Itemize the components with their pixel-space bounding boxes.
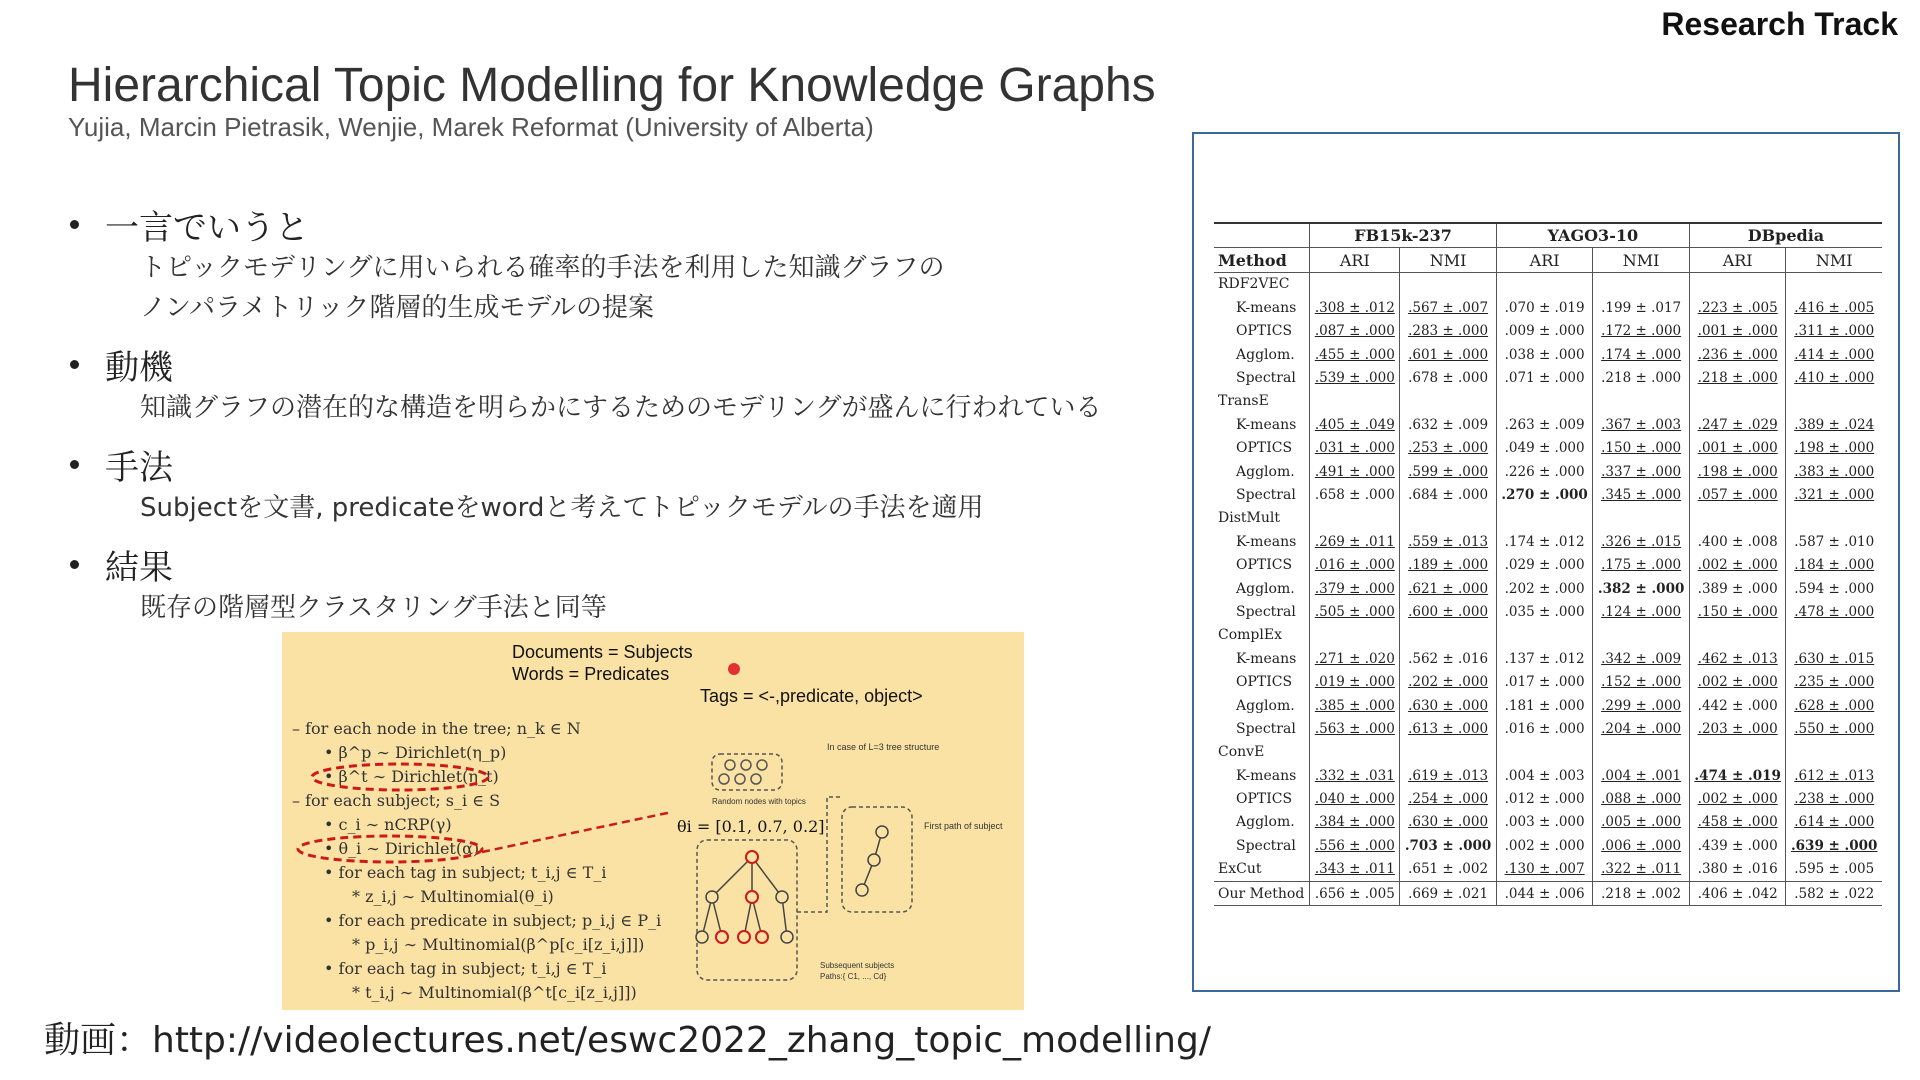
score-cell: .442 ± .000	[1689, 694, 1786, 717]
bullet-heading: 一言でいうと	[105, 207, 309, 248]
bullet-results	[68, 540, 1188, 628]
score-cell: .343 ± .011	[1310, 858, 1400, 882]
score-cell: .247 ± .029	[1689, 413, 1786, 436]
score-cell: .002 ± .000	[1689, 670, 1786, 693]
score-cell: .218 ± .000	[1593, 366, 1690, 389]
score-cell: .345 ± .000	[1593, 483, 1690, 506]
bullet-text: 知識グラフの潜在的な構造を明らかにするためのモデリングが盛んに行われている	[140, 393, 1102, 423]
score-cell: .071 ± .000	[1496, 366, 1593, 389]
score-cell: .238 ± .000	[1786, 787, 1882, 810]
section-row	[1214, 507, 1882, 530]
score-cell: .567 ± .007	[1400, 296, 1497, 319]
algo-line: • c_i ∼ nCRP(γ)	[324, 815, 452, 834]
table-row	[1214, 647, 1882, 670]
method-cell: Agglom.	[1236, 580, 1295, 597]
score-cell: .002 ± .000	[1496, 834, 1593, 857]
section-label: TransE	[1218, 393, 1269, 410]
table-row	[1214, 600, 1882, 623]
score-cell: .491 ± .000	[1310, 460, 1400, 483]
section-row	[1214, 390, 1882, 413]
method-cell: OPTICS	[1236, 323, 1293, 340]
bullet-summary	[68, 200, 1188, 328]
score-cell: .283 ± .000	[1400, 320, 1497, 343]
score-cell: .087 ± .000	[1310, 320, 1400, 343]
score-cell: .002 ± .000	[1689, 553, 1786, 576]
method-cell: K-means	[1236, 299, 1297, 316]
table-row	[1214, 670, 1882, 693]
method-cell: OPTICS	[1236, 440, 1293, 457]
score-cell: .612 ± .013	[1786, 764, 1882, 787]
score-cell: .599 ± .000	[1400, 460, 1497, 483]
empty-cell	[1310, 741, 1400, 764]
score-cell: .006 ± .000	[1593, 834, 1690, 857]
method-cell: Spectral	[1236, 370, 1296, 387]
figure-theta: θi = [0.1, 0.7, 0.2]	[677, 817, 825, 836]
figure-doc-line: Documents = Subjects	[512, 642, 693, 662]
score-cell: .630 ± .015	[1786, 647, 1882, 670]
score-cell: .478 ± .000	[1786, 600, 1882, 623]
score-cell: .204 ± .000	[1593, 717, 1690, 740]
algo-line: • θ_i ∼ Dirichlet(α)	[324, 839, 480, 858]
empty-cell	[1689, 624, 1786, 647]
score-cell: .236 ± .000	[1689, 343, 1786, 366]
algo-line: • for each predicate in subject; p_i,j ∈ P_i	[324, 911, 662, 930]
algo-line: – for each node in the tree; n_k ∈ N	[292, 719, 581, 738]
path-node	[868, 854, 880, 866]
section-row	[1214, 272, 1882, 296]
method-cell: Agglom.	[1236, 463, 1295, 480]
score-cell: .462 ± .013	[1689, 647, 1786, 670]
empty-cell	[1310, 624, 1400, 647]
score-cell: .656 ± .005	[1310, 881, 1400, 905]
score-cell: .380 ± .016	[1689, 858, 1786, 882]
score-cell: .189 ± .000	[1400, 553, 1497, 576]
score-cell: .001 ± .000	[1689, 437, 1786, 460]
bullet-text: ノンパラメトリック階層的生成モデルの提案	[140, 293, 655, 323]
empty-cell	[1689, 390, 1786, 413]
score-cell: .474 ± .019	[1689, 764, 1786, 787]
score-cell: .198 ± .000	[1689, 460, 1786, 483]
empty-cell	[1786, 272, 1882, 296]
method-cell: Spectral	[1236, 720, 1296, 737]
score-cell: .040 ± .000	[1310, 787, 1400, 810]
score-cell: .254 ± .000	[1400, 787, 1497, 810]
empty-cell	[1496, 624, 1593, 647]
score-cell: .630 ± .000	[1400, 811, 1497, 834]
empty-cell	[1496, 390, 1593, 413]
connector-line	[797, 797, 842, 912]
score-cell: .600 ± .000	[1400, 600, 1497, 623]
table-row	[1214, 694, 1882, 717]
score-cell: .550 ± .000	[1786, 717, 1882, 740]
score-cell: .203 ± .000	[1689, 717, 1786, 740]
table-row	[1214, 881, 1882, 905]
score-cell: .414 ± .000	[1786, 343, 1882, 366]
score-cell: .174 ± .000	[1593, 343, 1690, 366]
score-cell: .613 ± .000	[1400, 717, 1497, 740]
score-cell: .630 ± .000	[1400, 694, 1497, 717]
score-cell: .383 ± .000	[1786, 460, 1882, 483]
section-label: DistMult	[1218, 510, 1280, 527]
section-label: ComplEx	[1218, 627, 1282, 644]
score-cell: .619 ± .013	[1400, 764, 1497, 787]
score-cell: .130 ± .007	[1496, 858, 1593, 882]
tree-node	[706, 891, 718, 903]
arrow-line	[482, 812, 672, 852]
bullet-method	[68, 440, 1188, 528]
score-cell: .384 ± .000	[1310, 811, 1400, 834]
score-cell: .218 ± .000	[1689, 366, 1786, 389]
table-row	[1214, 296, 1882, 319]
empty-cell	[1400, 272, 1497, 296]
score-cell: .181 ± .000	[1496, 694, 1593, 717]
algo-line: * p_i,j ∼ Multinomial(β^p[c_i[z_i,j]])	[352, 935, 645, 954]
empty-cell	[1689, 507, 1786, 530]
score-cell: .152 ± .000	[1593, 670, 1690, 693]
score-cell: .269 ± .011	[1310, 530, 1400, 553]
score-cell: .235 ± .000	[1786, 670, 1882, 693]
score-cell: .385 ± .000	[1310, 694, 1400, 717]
algo-line: • β^p ∼ Dirichlet(η_p)	[324, 743, 507, 762]
score-cell: .322 ± .011	[1593, 858, 1690, 882]
table-row	[1214, 483, 1882, 506]
table-row	[1214, 764, 1882, 787]
empty-cell	[1593, 507, 1690, 530]
bullet-heading: 動機	[105, 347, 173, 388]
score-cell: .595 ± .005	[1786, 858, 1882, 882]
algo-line: • for each tag in subject; t_i,j ∈ T_i	[324, 959, 607, 978]
table-row	[1214, 437, 1882, 460]
score-cell: .400 ± .008	[1689, 530, 1786, 553]
score-cell: .628 ± .000	[1786, 694, 1882, 717]
empty-cell	[1400, 390, 1497, 413]
score-cell: .601 ± .000	[1400, 343, 1497, 366]
bullet-text: 既存の階層型クラスタリング手法と同等	[140, 593, 607, 623]
table-row	[1214, 320, 1882, 343]
metric-header: NMI	[1400, 248, 1497, 272]
score-cell: .308 ± .012	[1310, 296, 1400, 319]
method-cell: K-means	[1236, 533, 1297, 550]
table-row	[1214, 577, 1882, 600]
score-cell: .049 ± .000	[1496, 437, 1593, 460]
metric-header: ARI	[1310, 248, 1400, 272]
score-cell: .198 ± .000	[1786, 437, 1882, 460]
score-cell: .226 ± .000	[1496, 460, 1593, 483]
tree-node	[756, 931, 768, 943]
figure-subsequent: Subsequent subjects	[820, 961, 895, 970]
score-cell: .562 ± .016	[1400, 647, 1497, 670]
figure-paths: Paths:{ C1, ..., Cd}	[820, 972, 887, 981]
method-cell: OPTICS	[1236, 674, 1293, 691]
tree-node	[716, 931, 728, 943]
empty-cell	[1786, 624, 1882, 647]
path-node	[876, 826, 888, 838]
score-cell: .326 ± .015	[1593, 530, 1690, 553]
empty-cell	[1496, 741, 1593, 764]
score-cell: .150 ± .000	[1689, 600, 1786, 623]
section-label: ConvE	[1218, 744, 1265, 761]
metric-header: ARI	[1496, 248, 1593, 272]
empty-cell	[1786, 390, 1882, 413]
score-cell: .389 ± .000	[1689, 577, 1786, 600]
results-table-frame	[1192, 132, 1900, 992]
metric-header: NMI	[1593, 248, 1690, 272]
bullet-motivation	[68, 340, 1188, 428]
score-cell: .556 ± .000	[1310, 834, 1400, 857]
slide-authors: Yujia, Marcin Pietrasik, Wenjie, Marek Reformat (University of Alberta)	[68, 112, 874, 142]
score-cell: .031 ± .000	[1310, 437, 1400, 460]
tree-node	[738, 931, 750, 943]
section-row	[1214, 741, 1882, 764]
empty-cell	[1496, 507, 1593, 530]
score-cell: .684 ± .000	[1400, 483, 1497, 506]
method-cell: Spectral	[1236, 486, 1296, 503]
score-cell: .505 ± .000	[1310, 600, 1400, 623]
score-cell: .202 ± .000	[1496, 577, 1593, 600]
score-cell: .137 ± .012	[1496, 647, 1593, 670]
track-label: Research Track	[1661, 6, 1898, 42]
score-cell: .651 ± .002	[1400, 858, 1497, 882]
metric-header: NMI	[1786, 248, 1882, 272]
tree-node	[781, 931, 793, 943]
score-cell: .639 ± .000	[1786, 834, 1882, 857]
table-row	[1214, 413, 1882, 436]
section-row	[1214, 624, 1882, 647]
score-cell: .539 ± .000	[1310, 366, 1400, 389]
score-cell: .002 ± .000	[1689, 787, 1786, 810]
tree-node	[725, 760, 735, 770]
score-cell: .332 ± .031	[1310, 764, 1400, 787]
score-cell: .263 ± .009	[1496, 413, 1593, 436]
score-cell: .342 ± .009	[1593, 647, 1690, 670]
empty-cell	[1786, 507, 1882, 530]
score-cell: .614 ± .000	[1786, 811, 1882, 834]
score-cell: .271 ± .020	[1310, 647, 1400, 670]
score-cell: .003 ± .000	[1496, 811, 1593, 834]
bullet-text: トピックモデリングに用いられる確率的手法を利用した知識グラフの	[140, 253, 945, 283]
score-cell: .004 ± .003	[1496, 764, 1593, 787]
empty-cell	[1593, 741, 1690, 764]
score-cell: .184 ± .000	[1786, 553, 1882, 576]
empty-cell	[1400, 741, 1497, 764]
table-row	[1214, 553, 1882, 576]
score-cell: .218 ± .002	[1593, 881, 1690, 905]
table-row	[1214, 811, 1882, 834]
method-cell: Our Method	[1218, 885, 1305, 902]
score-cell: .321 ± .000	[1786, 483, 1882, 506]
score-cell: .019 ± .000	[1310, 670, 1400, 693]
score-cell: .587 ± .010	[1786, 530, 1882, 553]
score-cell: .016 ± .000	[1496, 717, 1593, 740]
score-cell: .253 ± .000	[1400, 437, 1497, 460]
method-cell: OPTICS	[1236, 791, 1293, 808]
method-cell: Agglom.	[1236, 697, 1295, 714]
empty-cell	[1593, 624, 1690, 647]
score-cell: .410 ± .000	[1786, 366, 1882, 389]
score-cell: .070 ± .019	[1496, 296, 1593, 319]
dataset-header: YAGO3-10	[1496, 223, 1689, 248]
table-corner	[1214, 223, 1310, 248]
score-cell: .559 ± .013	[1400, 530, 1497, 553]
score-cell: .582 ± .022	[1786, 881, 1882, 905]
score-cell: .017 ± .000	[1496, 670, 1593, 693]
method-cell: OPTICS	[1236, 557, 1293, 574]
bullet-dot-icon	[70, 220, 79, 229]
table-row	[1214, 530, 1882, 553]
bullet-dot-icon	[70, 360, 79, 369]
video-link[interactable]: 動画：http://videolectures.net/eswc2022_zhang_topic_modelling/	[44, 1020, 1211, 1061]
bullet-dot-icon	[70, 560, 79, 569]
algo-line: * z_i,j ∼ Multinomial(θ_i)	[352, 887, 554, 906]
empty-cell	[1496, 272, 1593, 296]
tree-node	[741, 760, 751, 770]
score-cell: .174 ± .012	[1496, 530, 1593, 553]
dataset-header: FB15k-237	[1310, 223, 1497, 248]
tree-node	[776, 891, 788, 903]
score-cell: .012 ± .000	[1496, 787, 1593, 810]
method-cell: K-means	[1236, 650, 1297, 667]
score-cell: .594 ± .000	[1786, 577, 1882, 600]
method-cell: Agglom.	[1236, 814, 1295, 831]
method-cell: K-means	[1236, 767, 1297, 784]
table-row	[1214, 834, 1882, 857]
score-cell: .389 ± .024	[1786, 413, 1882, 436]
score-cell: .001 ± .000	[1689, 320, 1786, 343]
figure-word-line: Words = Predicates	[512, 664, 670, 684]
method-header: Method	[1218, 250, 1287, 270]
bullet-list	[68, 200, 1188, 640]
figure-tree-note: In case of L=3 tree structure	[827, 742, 940, 752]
score-cell: .621 ± .000	[1400, 577, 1497, 600]
score-cell: .150 ± .000	[1593, 437, 1690, 460]
score-cell: .202 ± .000	[1400, 670, 1497, 693]
figure-random-nodes: Random nodes with topics	[712, 797, 806, 806]
empty-cell	[1310, 390, 1400, 413]
table-row	[1214, 343, 1882, 366]
bullet-heading: 結果	[105, 547, 173, 588]
empty-cell	[1400, 624, 1497, 647]
score-cell: .038 ± .000	[1496, 343, 1593, 366]
table-row	[1214, 460, 1882, 483]
tree-node	[735, 774, 745, 784]
empty-cell	[1689, 272, 1786, 296]
path-node	[856, 884, 868, 896]
tree-node	[746, 851, 758, 863]
figure-first-path: First path of subject	[924, 821, 1003, 831]
score-cell: .563 ± .000	[1310, 717, 1400, 740]
score-cell: .458 ± .000	[1689, 811, 1786, 834]
score-cell: .124 ± .000	[1593, 600, 1690, 623]
score-cell: .270 ± .000	[1496, 483, 1593, 506]
score-cell: .658 ± .000	[1310, 483, 1400, 506]
empty-cell	[1593, 272, 1690, 296]
score-cell: .669 ± .021	[1400, 881, 1497, 905]
algo-line: • β^t ∼ Dirichlet(η_t)	[324, 767, 499, 786]
pointer-dot-icon	[728, 663, 740, 675]
score-cell: .632 ± .009	[1400, 413, 1497, 436]
results-table	[1214, 222, 1882, 906]
metric-header: ARI	[1689, 248, 1786, 272]
empty-cell	[1310, 507, 1400, 530]
score-cell: .416 ± .005	[1786, 296, 1882, 319]
score-cell: .223 ± .005	[1689, 296, 1786, 319]
bullet-text: Subjectを文書, predicateをwordと考えてトピックモデルの手法を適用	[140, 493, 984, 523]
tree-node	[719, 774, 729, 784]
score-cell: .299 ± .000	[1593, 694, 1690, 717]
table-row	[1214, 858, 1882, 882]
table-row	[1214, 717, 1882, 740]
results-table-body	[1214, 272, 1882, 906]
score-cell: .199 ± .017	[1593, 296, 1690, 319]
tree-node	[751, 774, 761, 784]
algo-line: – for each subject; s_i ∈ S	[292, 791, 501, 810]
score-cell: .405 ± .049	[1310, 413, 1400, 436]
method-cell: Agglom.	[1236, 346, 1295, 363]
empty-cell	[1310, 272, 1400, 296]
tree-node	[746, 891, 758, 903]
figure-tags-line: Tags = <-,predicate, object>	[700, 686, 923, 706]
score-cell: .005 ± .000	[1593, 811, 1690, 834]
empty-cell	[1689, 741, 1786, 764]
score-cell: .678 ± .000	[1400, 366, 1497, 389]
method-cell: K-means	[1236, 416, 1297, 433]
score-cell: .379 ± .000	[1310, 577, 1400, 600]
empty-cell	[1786, 741, 1882, 764]
table-row	[1214, 366, 1882, 389]
bullet-dot-icon	[70, 460, 79, 469]
score-cell: .455 ± .000	[1310, 343, 1400, 366]
algo-line: • for each tag in subject; t_i,j ∈ T_i	[324, 863, 607, 882]
score-cell: .029 ± .000	[1496, 553, 1593, 576]
score-cell: .016 ± .000	[1310, 553, 1400, 576]
score-cell: .703 ± .000	[1400, 834, 1497, 857]
method-cell: Spectral	[1236, 603, 1296, 620]
bullet-heading: 手法	[105, 447, 173, 488]
score-cell: .004 ± .001	[1593, 764, 1690, 787]
empty-cell	[1400, 507, 1497, 530]
tree-node	[757, 760, 767, 770]
score-cell: .035 ± .000	[1496, 600, 1593, 623]
score-cell: .009 ± .000	[1496, 320, 1593, 343]
empty-cell	[1593, 390, 1690, 413]
score-cell: .175 ± .000	[1593, 553, 1690, 576]
score-cell: .044 ± .006	[1496, 881, 1593, 905]
tree-node	[696, 931, 708, 943]
algo-line: * t_i,j ∼ Multinomial(β^t[c_i[z_i,j]])	[352, 983, 637, 1002]
score-cell: .337 ± .000	[1593, 460, 1690, 483]
method-cell: Spectral	[1236, 837, 1296, 854]
slide-title: Hierarchical Topic Modelling for Knowledge Graphs	[68, 59, 1156, 112]
score-cell: .057 ± .000	[1689, 483, 1786, 506]
section-label: RDF2VEC	[1218, 276, 1290, 293]
table-row	[1214, 787, 1882, 810]
model-figure	[282, 632, 1024, 1010]
score-cell: .406 ± .042	[1689, 881, 1786, 905]
score-cell: .172 ± .000	[1593, 320, 1690, 343]
score-cell: .439 ± .000	[1689, 834, 1786, 857]
score-cell: .382 ± .000	[1593, 577, 1690, 600]
score-cell: .311 ± .000	[1786, 320, 1882, 343]
score-cell: .088 ± .000	[1593, 787, 1690, 810]
method-cell: ExCut	[1218, 861, 1262, 878]
dataset-header: DBpedia	[1689, 223, 1882, 248]
score-cell: .367 ± .003	[1593, 413, 1690, 436]
